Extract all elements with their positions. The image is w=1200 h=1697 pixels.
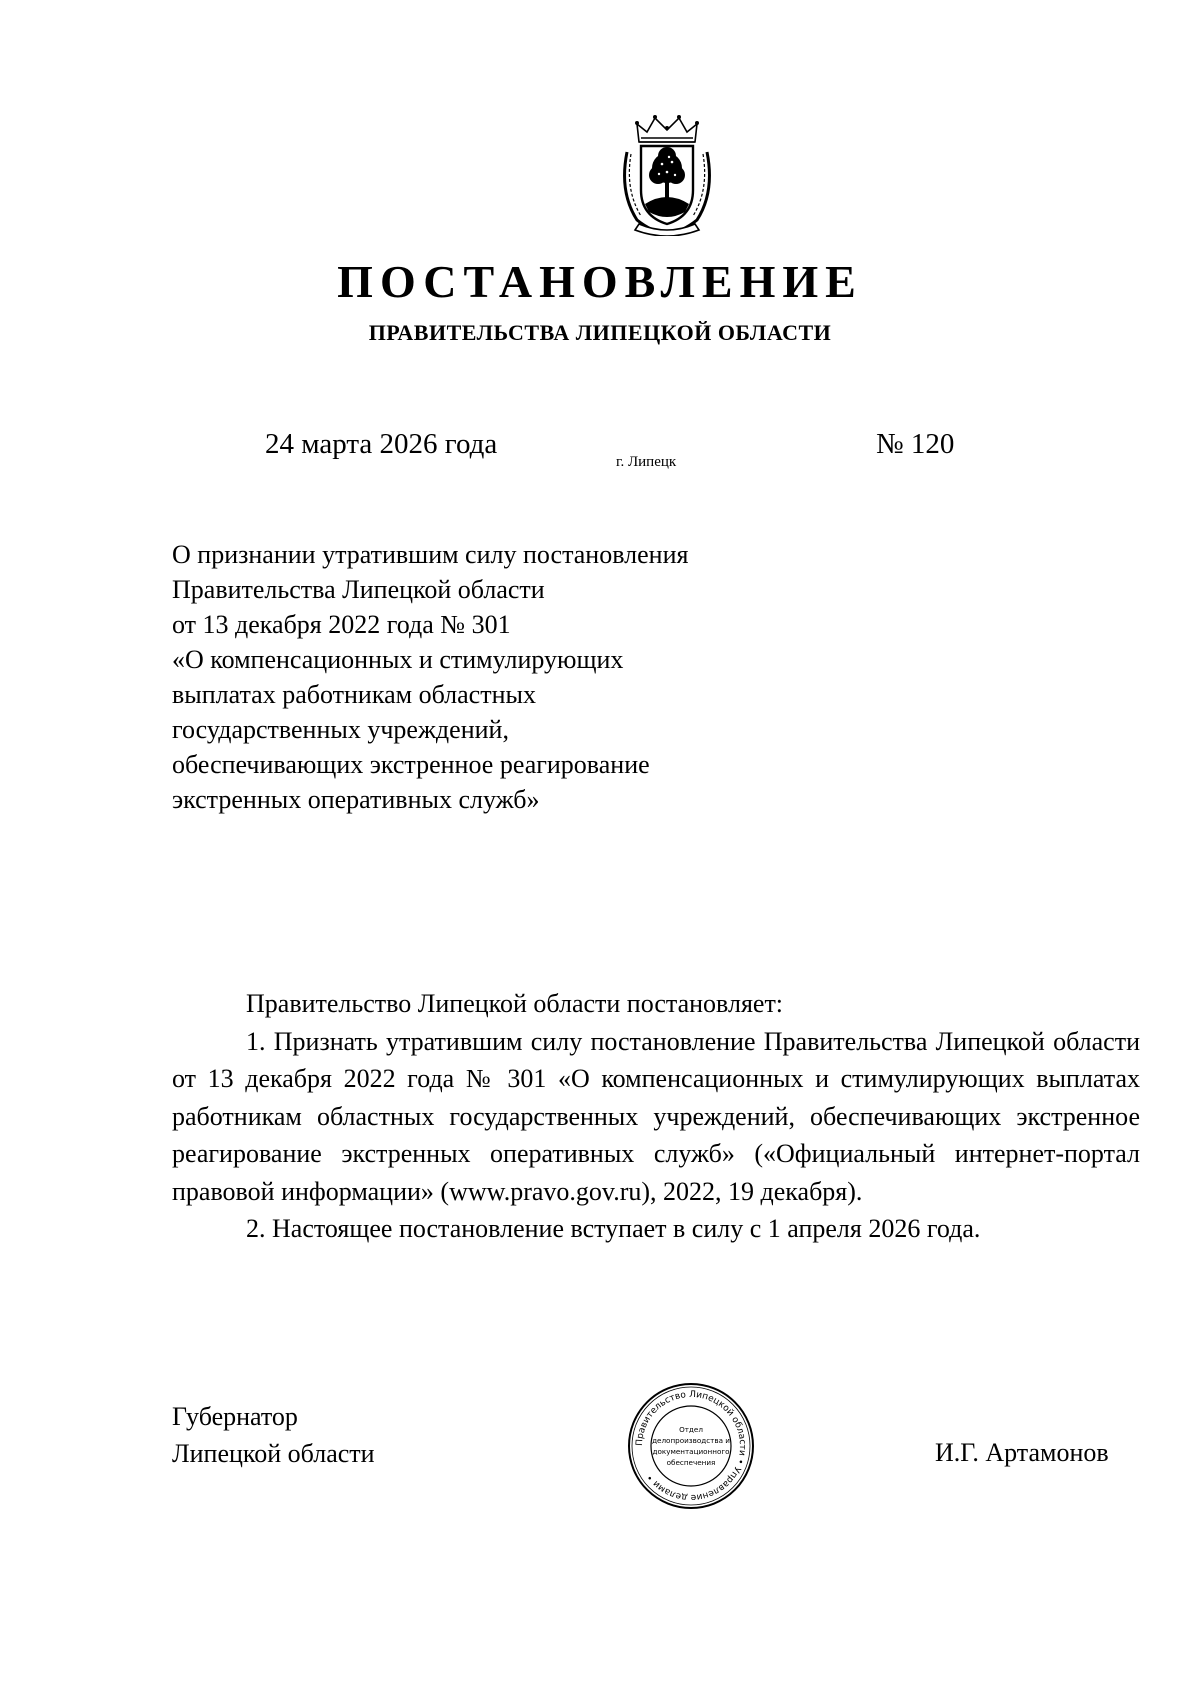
seal-center-line: Отдел [679,1425,703,1434]
signer-position [172,1398,375,1472]
body-item-1: 1. Признать утратившим силу постановление Правительства Липецкой области от 13 декабря 2022 года № 301 «О компенсационных и стимулирующих выплатах работникам областных государственных учреждений, обеспечивающих экстренное реагирование экстренных оперативных служб» («Официальный интернет-портал правовой информации» (www.pravo.gov.ru), 2022, 19 декабря). [172,1026,1140,1206]
body-item-2: 2. Настоящее постановление вступает в силу с 1 апреля 2026 года. [246,1214,981,1243]
coat-of-arms-icon [617,112,717,236]
seal-ring-text: Правительство Липецкой области • Управление делами • [634,1389,748,1503]
signer-name: И.Г. Артамонов [935,1438,1109,1467]
seal-center-line: документационного [652,1447,730,1456]
document-heading [172,537,812,817]
document-date: 24 марта 2026 года [265,428,498,460]
body-intro: Правительство Липецкой области постановляет: [246,989,784,1018]
document-city: г. Липецк [616,454,677,470]
document-number: № 120 [876,428,955,460]
heading-line: выплатах работникам областных [172,680,536,709]
issuing-authority: ПРАВИТЕЛЬСТВА ЛИПЕЦКОЙ ОБЛАСТИ [368,320,832,345]
round-seal-icon [626,1381,756,1511]
document-type-title: ПОСТАНОВЛЕНИЕ [337,256,863,307]
document-body [172,985,1140,1248]
heading-line: государственных учреждений, [172,715,509,744]
heading-line: обеспечивающих экстренное реагирование [172,750,650,779]
heading-line: экстренных оперативных служб» [172,785,540,814]
signer-position-line: Губернатор [172,1402,298,1431]
heading-line: от 13 декабря 2022 года № 301 [172,610,511,639]
signer-position-line: Липецкой области [172,1439,375,1468]
svg-text:Правительство Липецкой области [635,1390,747,1502]
heading-line: Правительства Липецкой области [172,575,545,604]
seal-center-line: делопроизводства и [652,1436,730,1445]
seal-center-line: обеспечения [666,1458,716,1467]
heading-line: «О компенсационных и стимулирующих [172,645,624,674]
heading-line: О признании утратившим силу постановления [172,540,689,569]
